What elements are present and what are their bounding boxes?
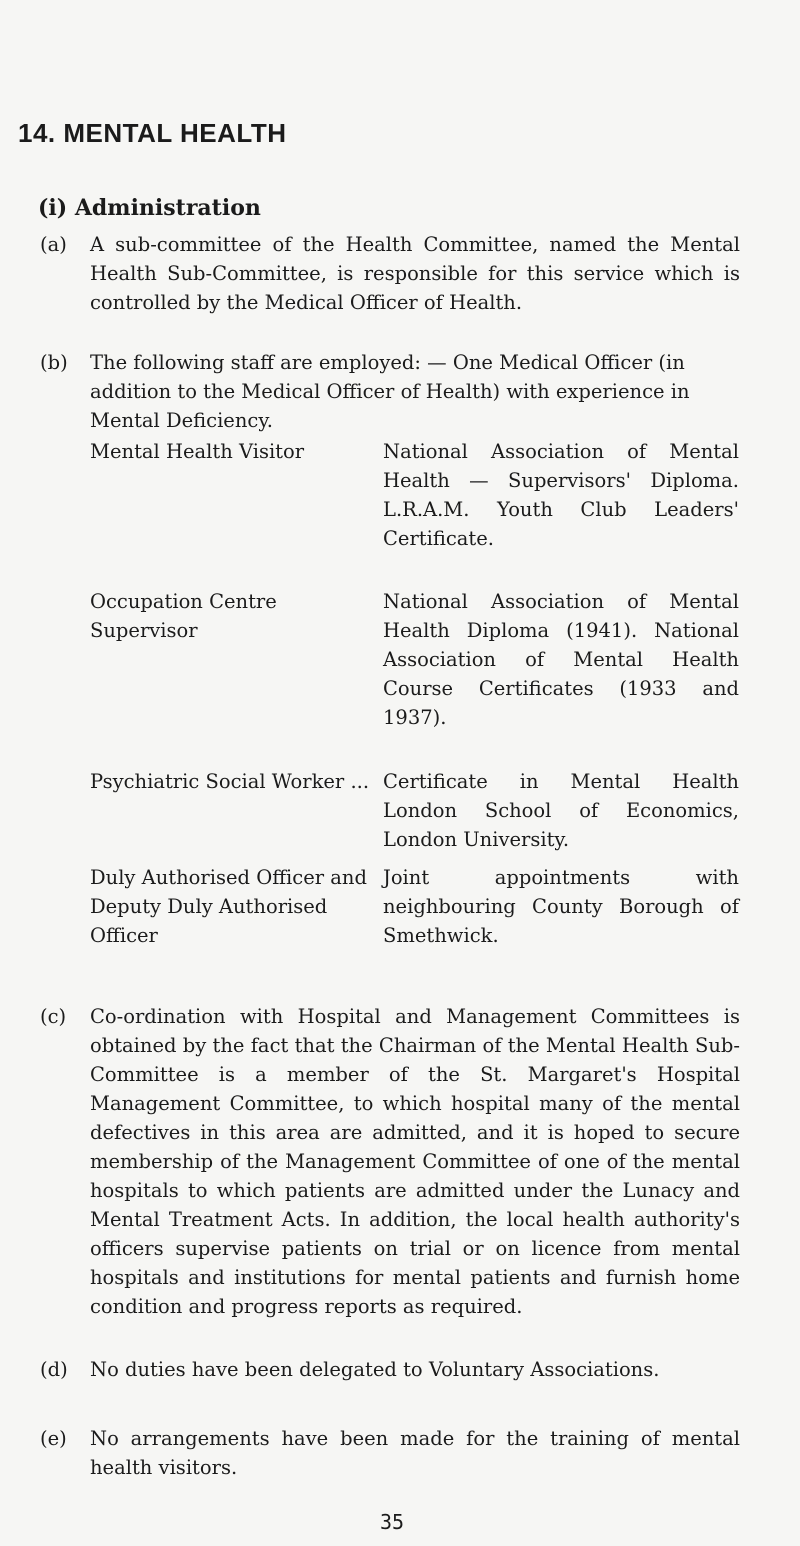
paragraph-b-label: (b) <box>40 351 68 374</box>
paragraph-d-label: (d) <box>40 1358 68 1381</box>
staff-role: Psychiatric Social Worker ... <box>90 770 370 793</box>
staff-qualifications: National Association of Mental Health — Supervisors' Diploma. L.R.A.M. Youth Club Leaders' Certificate. <box>383 440 739 550</box>
chapter-title: 14. MENTAL HEALTH <box>18 118 287 148</box>
paragraph-a-label: (a) <box>40 233 67 256</box>
paragraph-e <box>40 1424 740 1482</box>
paragraph-b-intro: The following staff are employed: — One Medical Officer (in addition to the Medical Officer of Health) with experience in Mental Deficiency. <box>90 351 690 432</box>
staff-role: Duly Authorised Officer and Deputy Duly Authorised Officer <box>90 866 367 947</box>
paragraph-d-text: No duties have been delegated to Voluntary Associations. <box>90 1358 660 1381</box>
paragraph-a-text: A sub-committee of the Health Committee, named the Mental Health Sub-Committee, is responsible for this service which is controlled by the Medical Officer of Health. <box>90 233 740 314</box>
paragraph-e-label: (e) <box>40 1427 67 1450</box>
staff-role: Mental Health Visitor <box>90 440 305 463</box>
staff-qualifications: Certificate in Mental Health London School of Economics, London University. <box>383 770 739 851</box>
section-title: (i) Administration <box>38 195 261 221</box>
paragraph-c <box>40 1002 740 1321</box>
page-number: 35 <box>380 1510 405 1534</box>
staff-role: Occupation Centre Supervisor <box>90 590 277 642</box>
paragraph-b <box>40 348 740 947</box>
paragraph-e-text: No arrangements have been made for the training of mental health visitors. <box>90 1427 740 1479</box>
staff-table <box>90 435 740 947</box>
staff-qualifications: Joint appointments with neighbouring County Borough of Smethwick. <box>383 866 739 947</box>
paragraph-c-text: Co-ordination with Hospital and Management Committees is obtained by the fact that the Chairman of the Mental Health Sub-Committee is a member of the St. Margaret's Hospital Management Committee, to which hospital many of the mental defectives in this area are admitted, and it is hoped to secure membership of the Management Committee of one of the mental hospitals to which patients are admitted under the Lunacy and Mental Treatment Acts. In addition, the local health authority's officers supervise patients on trial or on licence from mental hospitals and institutions for mental patients and furnish home condition and progress reports as required. <box>90 1005 740 1318</box>
paragraph-d <box>40 1355 740 1384</box>
paragraph-a <box>40 230 740 317</box>
paragraph-c-label: (c) <box>40 1005 67 1028</box>
staff-qualifications: National Association of Mental Health Diploma (1941). National Association of Mental Health Course Certificates (1933 and 1937). <box>383 590 739 729</box>
